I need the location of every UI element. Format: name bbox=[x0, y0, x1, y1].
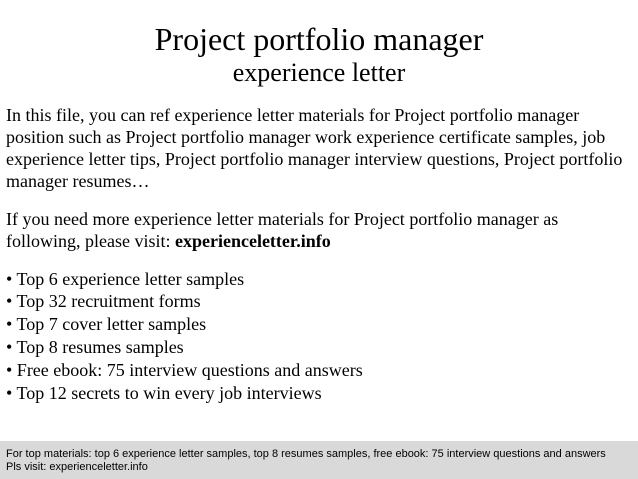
more-info-text: If you need more experience letter materials for Project portfolio manager as following, please visit: bbox=[6, 209, 559, 251]
footer-visit-text: Pls visit: experienceletter.info bbox=[6, 461, 148, 473]
footer-text: For top materials: top 6 experience letter samples, top 8 resumes samples, free ebook: 75 interview questions and answers bbox=[6, 448, 606, 460]
list-item: • Top 32 recruitment forms bbox=[6, 291, 201, 311]
list-item: • Free ebook: 75 interview questions and answers bbox=[6, 360, 363, 380]
website-link[interactable]: experienceletter.info bbox=[174, 231, 331, 251]
page-title: Project portfolio manager bbox=[154, 21, 484, 57]
materials-list bbox=[6, 268, 636, 404]
list-item: • Top 6 experience letter samples bbox=[6, 269, 245, 289]
list-item: • Top 8 resumes samples bbox=[6, 337, 184, 357]
footer-bar bbox=[0, 441, 638, 479]
page-subtitle: experience letter bbox=[232, 58, 406, 87]
list-item: • Top 12 secrets to win every job interviews bbox=[6, 383, 322, 403]
more-info-paragraph bbox=[6, 208, 636, 252]
intro-paragraph: In this file, you can ref experience letter materials for Project portfolio manager position such as Project portfolio manager work experience certificate samples, job experience letter tips, Project portfolio manager interview questions, Project portfolio manager resumes… bbox=[6, 105, 623, 191]
list-item: • Top 7 cover letter samples bbox=[6, 314, 207, 334]
